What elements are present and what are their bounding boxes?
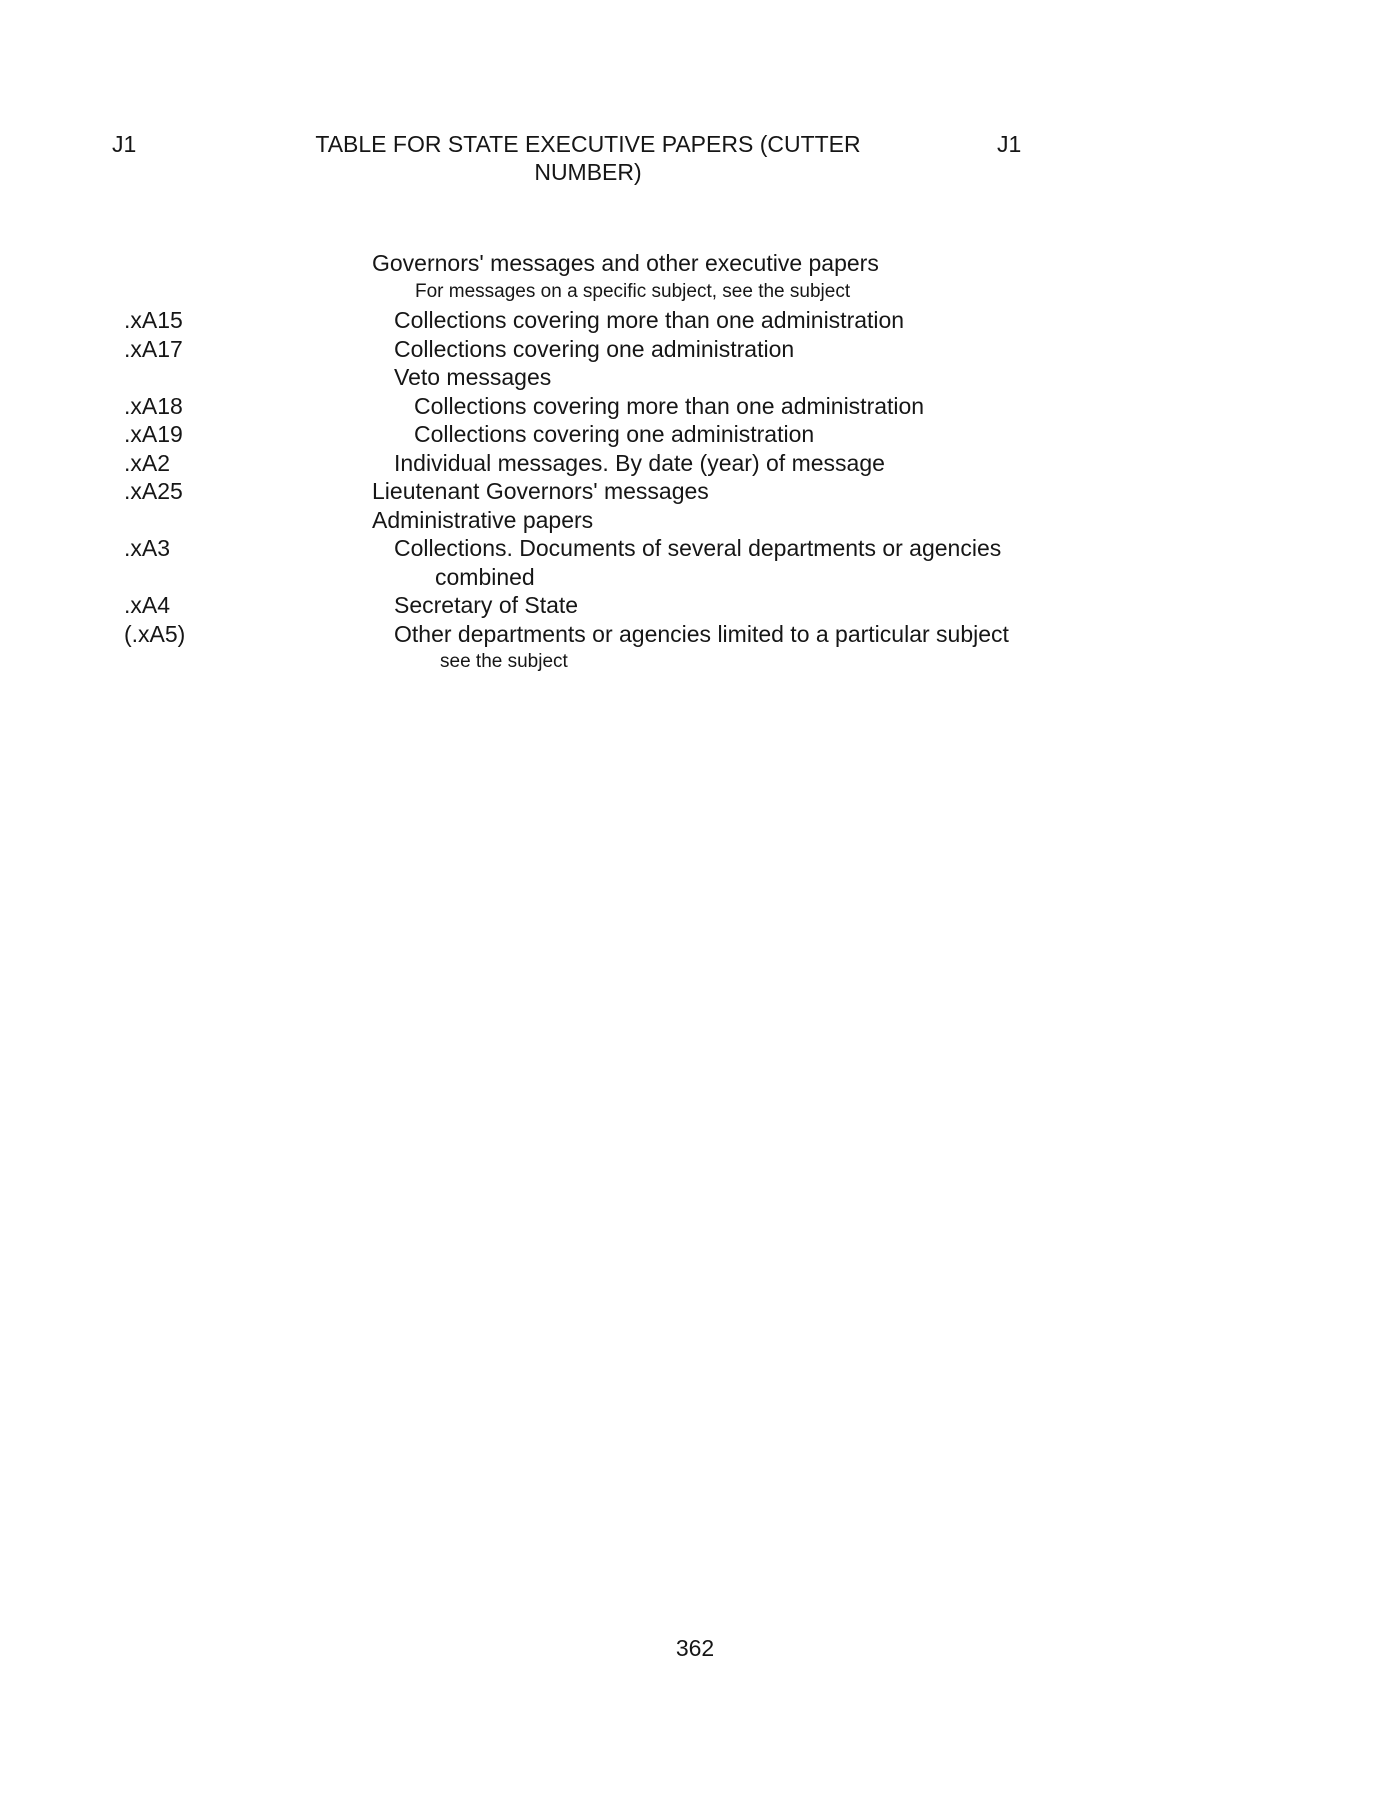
table-row	[0, 506, 1391, 535]
entry-text: combined	[435, 563, 535, 590]
page-title-line2: NUMBER)	[534, 159, 642, 185]
note-text: see the subject	[440, 651, 568, 672]
header-class-number-right: J1	[997, 131, 1022, 157]
cutter-code: .xA17	[124, 335, 183, 362]
entry-text: Collections covering one administration	[394, 335, 795, 362]
header-class-number-left: J1	[112, 131, 137, 157]
table-row	[0, 392, 1391, 421]
page-number: 362	[675, 1635, 715, 1661]
classification-table	[0, 249, 1391, 677]
cutter-code: (.xA5)	[124, 620, 186, 647]
entry-text: Secretary of State	[394, 592, 579, 618]
table-row	[0, 363, 1391, 392]
entry-text: Collections covering more than one administration	[414, 392, 925, 419]
table-row	[0, 591, 1391, 620]
cutter-code: .xA2	[124, 449, 171, 476]
entry-text: Veto messages	[394, 364, 552, 390]
table-row	[0, 420, 1391, 449]
cutter-code: .xA25	[124, 478, 183, 504]
table-row	[0, 278, 1391, 307]
entry-text: Collections. Documents of several departments or agencies	[394, 535, 1002, 561]
cutter-code: .xA3	[124, 535, 171, 561]
table-row	[0, 648, 1391, 677]
entry-text: Collections covering one administration	[414, 421, 815, 447]
entry-text: Administrative papers	[372, 506, 594, 533]
entry-text: Individual messages. By date (year) of message	[394, 449, 885, 476]
table-row	[0, 563, 1391, 592]
cutter-code: .xA15	[124, 307, 183, 333]
cutter-code: .xA4	[124, 592, 171, 618]
entry-text: Collections covering more than one administration	[394, 307, 905, 333]
page-title-line1: TABLE FOR STATE EXECUTIVE PAPERS (CUTTER	[315, 131, 861, 157]
cutter-code: .xA18	[124, 392, 183, 419]
entry-text: Governors' messages and other executive papers	[372, 250, 879, 276]
entry-text: Other departments or agencies limited to a particular subject	[394, 620, 1009, 647]
cutter-code: .xA19	[124, 421, 183, 447]
table-row	[0, 249, 1391, 278]
table-row	[0, 477, 1391, 506]
table-row	[0, 449, 1391, 478]
table-row	[0, 335, 1391, 364]
table-row	[0, 306, 1391, 335]
page-title	[238, 130, 938, 186]
note-text: For messages on a specific subject, see the subject	[415, 280, 851, 302]
table-row	[0, 534, 1391, 563]
entry-text: Lieutenant Governors' messages	[372, 478, 709, 504]
table-row	[0, 620, 1391, 649]
